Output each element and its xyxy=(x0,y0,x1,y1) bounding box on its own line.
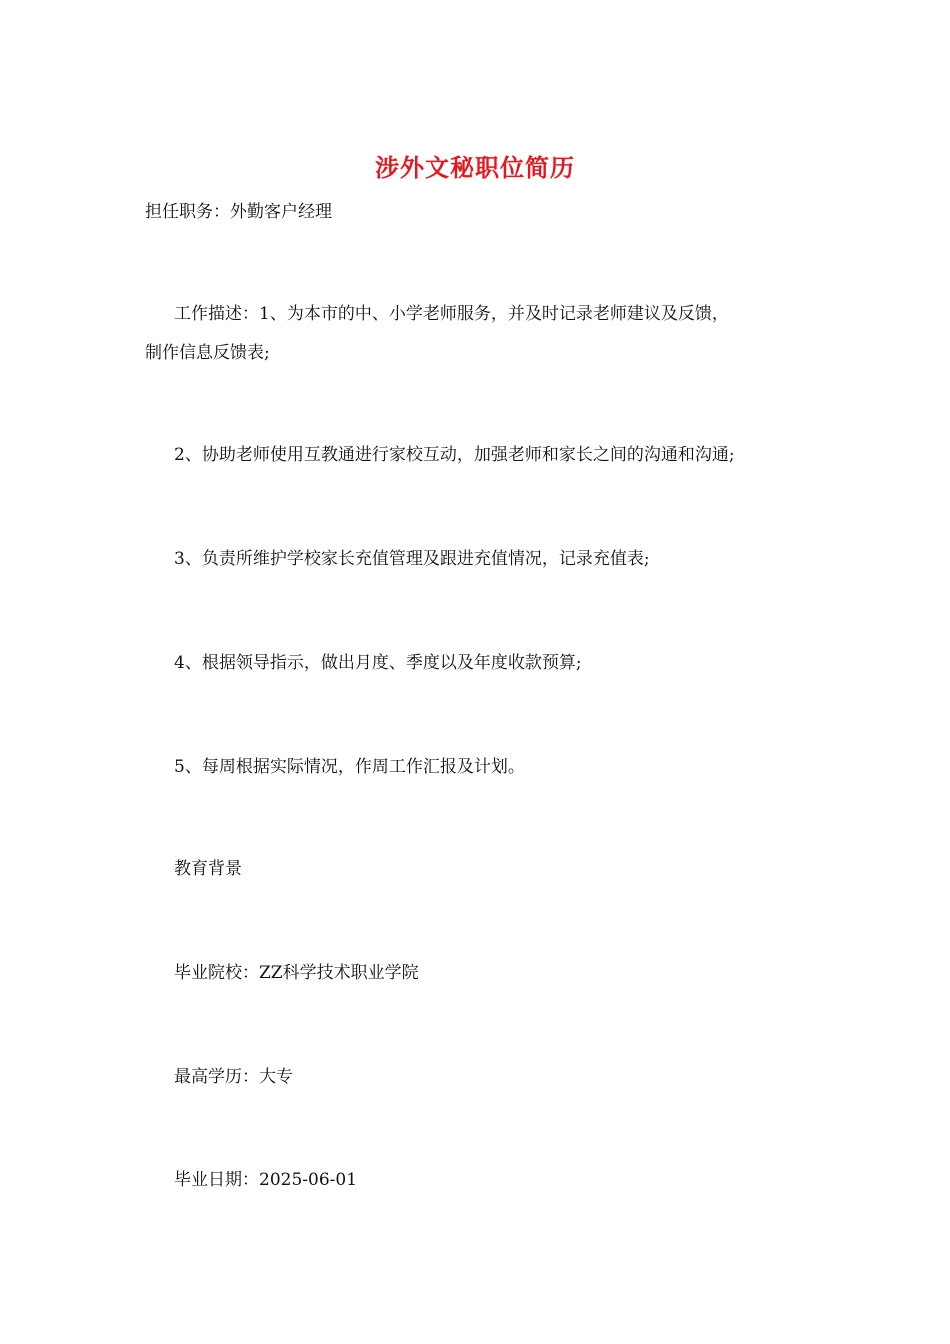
education-heading: 教育背景 xyxy=(174,859,242,879)
highest-degree: 最高学历：大专 xyxy=(174,1067,293,1087)
graduation-date: 毕业日期：2025-06-01 xyxy=(174,1170,358,1190)
role-line: 担任职务：外勤客户经理 xyxy=(145,202,332,222)
work-description-item-3: 3、负责所维护学校家长充值管理及跟进充值情况，记录充值表; xyxy=(174,549,650,569)
document-title: 涉外文秘职位简历 xyxy=(375,153,575,182)
work-description-item-1: 工作描述：1、为本市的中、小学老师服务，并及时记录老师建议及反馈， xyxy=(174,304,729,324)
work-description-item-5: 5、每周根据实际情况，作周工作汇报及计划。 xyxy=(174,757,525,777)
graduation-school: 毕业院校：ZZ科学技术职业学院 xyxy=(174,963,419,983)
work-description-item-1-continued: 制作信息反馈表; xyxy=(145,343,270,363)
work-description-item-4: 4、根据领导指示，做出月度、季度以及年度收款预算; xyxy=(174,653,582,673)
work-description-item-2: 2、协助老师使用互教通进行家校互动，加强老师和家长之间的沟通和沟通; xyxy=(174,445,735,465)
